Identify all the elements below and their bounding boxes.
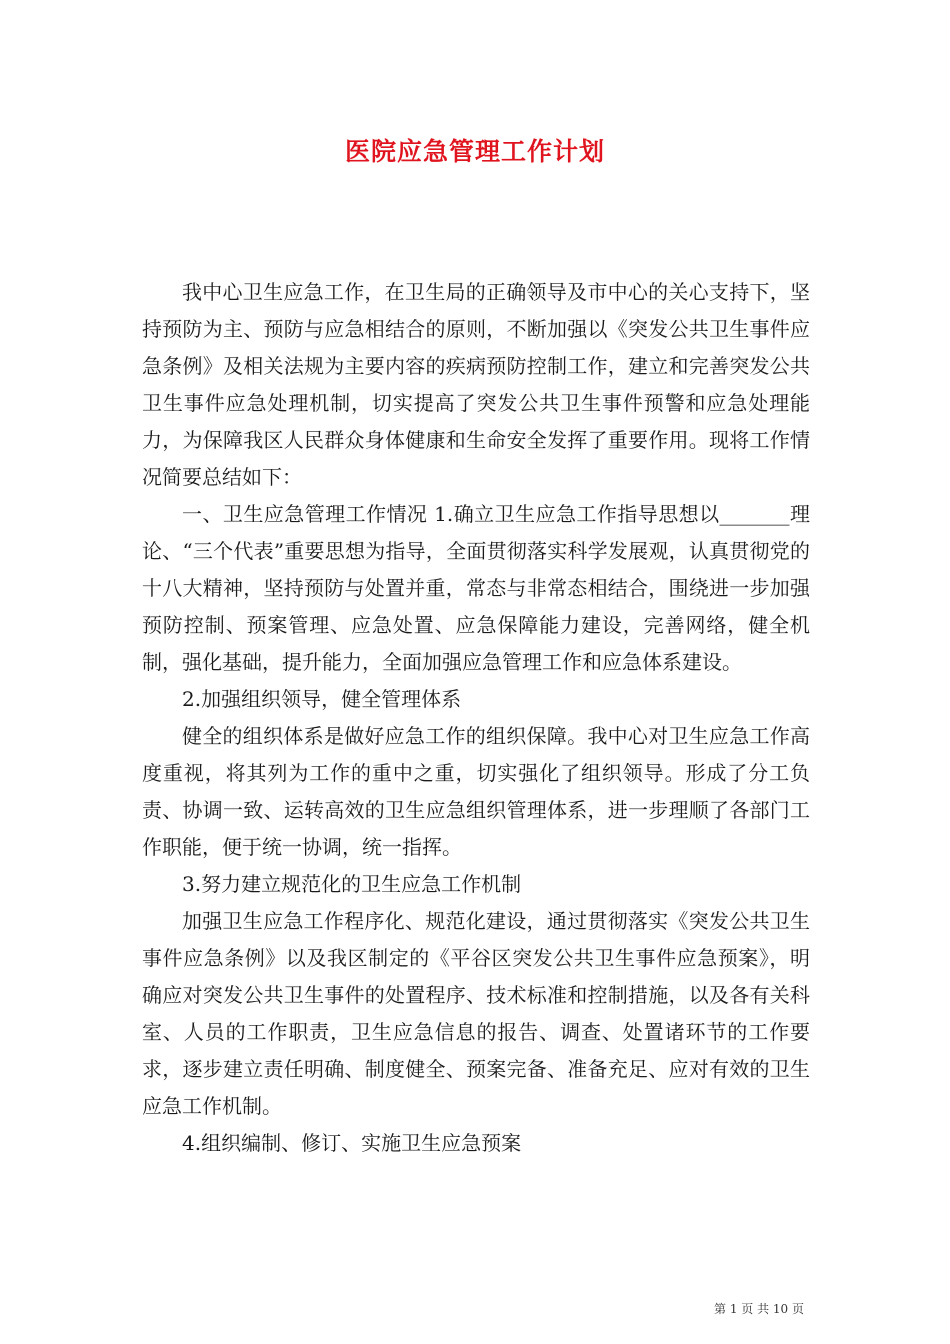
heading-item-3: 3.努力建立规范化的卫生应急工作机制 [182,872,522,896]
document-body [142,274,810,1162]
paragraph-intro: 我中心卫生应急工作，在卫生局的正确领导及市中心的关心支持下，坚持预防为主、预防与应急相结合的原则，不断加强以《突发公共卫生事件应急条例》及相关法规为主要内容的疾病预防控制工作，建立和完善突发公共卫生事件应急处理机制，切实提高了突发公共卫生事件预警和应急处理能力，为保障我区人民群众身体健康和生命安全发挥了重要作用。现将工作情况简要总结如下： [142,280,810,489]
heading-item-2: 2.加强组织领导，健全管理体系 [182,687,462,711]
heading-item-4: 4.组织编制、修订、实施卫生应急预案 [182,1131,522,1155]
paragraph-section-1: 一、卫生应急管理工作情况 1.确立卫生应急工作指导思想以_______理论、“三个代表”重要思想为指导，全面贯彻落实科学发展观，认真贯彻党的十八大精神，坚持预防与处置并重，常态与非常态相结合，围绕进一步加强预防控制、预案管理、应急处置、应急保障能力建设，完善网络，健全机制，强化基础，提升能力，全面加强应急管理工作和应急体系建设。 [142,502,810,674]
document-title: 医院应急管理工作计划 [344,137,605,166]
page-number: 第 1 页 共 10 页 [714,1302,804,1316]
paragraph-item-3: 加强卫生应急工作程序化、规范化建设，通过贯彻落实《突发公共卫生事件应急条例》以及我区制定的《平谷区突发公共卫生事件应急预案》，明确应对突发公共卫生事件的处置程序、技术标准和控制措施，以及各有关科室、人员的工作职责，卫生应急信息的报告、调查、处置诸环节的工作要求，逐步建立责任明确、制度健全、预案完备、准备充足、应对有效的卫生应急工作机制。 [142,909,810,1118]
paragraph-item-2: 健全的组织体系是做好应急工作的组织保障。我中心对卫生应急工作高度重视，将其列为工作的重中之重，切实强化了组织领导。形成了分工负责、协调一致、运转高效的卫生应急组织管理体系，进一步理顺了各部门工作职能，便于统一协调，统一指挥。 [142,724,810,859]
